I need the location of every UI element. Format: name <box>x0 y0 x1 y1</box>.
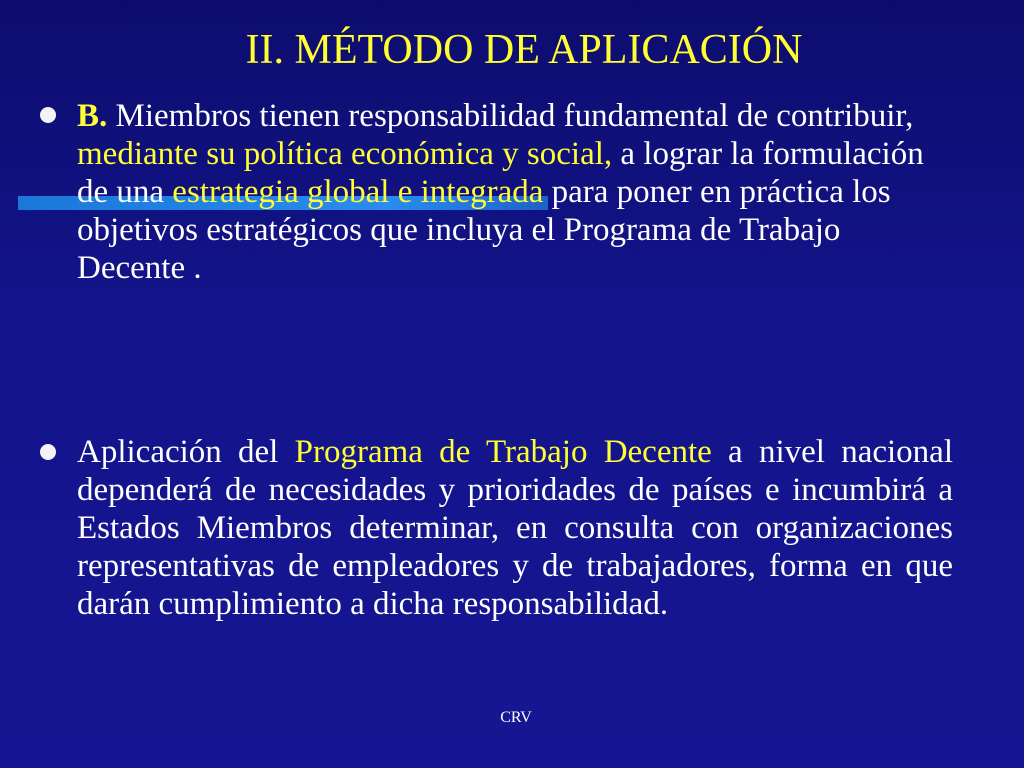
bullet-2-text-a: Aplicación del <box>77 434 295 470</box>
bullet-2-highlight: Programa de Trabajo Decente <box>294 434 712 470</box>
footer-label: CRV <box>500 709 532 726</box>
bullet-1-text-a: Miembros tienen responsabilidad fundamental de contribuir, <box>107 98 914 134</box>
slide-title: II. MÉTODO DE APLICACIÓN <box>245 27 803 73</box>
bullet-dot-2 <box>40 444 56 460</box>
bullet-text-1 <box>77 97 953 287</box>
bullet-1-highlight-b: estrategia global e integrada <box>172 174 544 210</box>
bullet-1-label: B. <box>77 98 108 134</box>
bullet-text-2 <box>77 433 953 623</box>
bullet-1-text-c: para poner en práctica los objetivos estratégicos que incluya el Programa de Trabajo Decente . <box>77 174 891 286</box>
bullet-dot-1 <box>40 107 56 123</box>
bullet-2-text-b: a nivel nacional dependerá de necesidades y prioridades de países e incumbirá a Estados Miembros determinar, en consulta con organizaciones representativas de empleadores y de trabajadores, forma en que darán cumplimiento a dicha responsabilidad. <box>77 434 953 622</box>
bullet-1-text-b: a lograr la formulación de una <box>77 136 924 210</box>
bullet-1-highlight-a: mediante su política económica y social, <box>77 136 613 172</box>
